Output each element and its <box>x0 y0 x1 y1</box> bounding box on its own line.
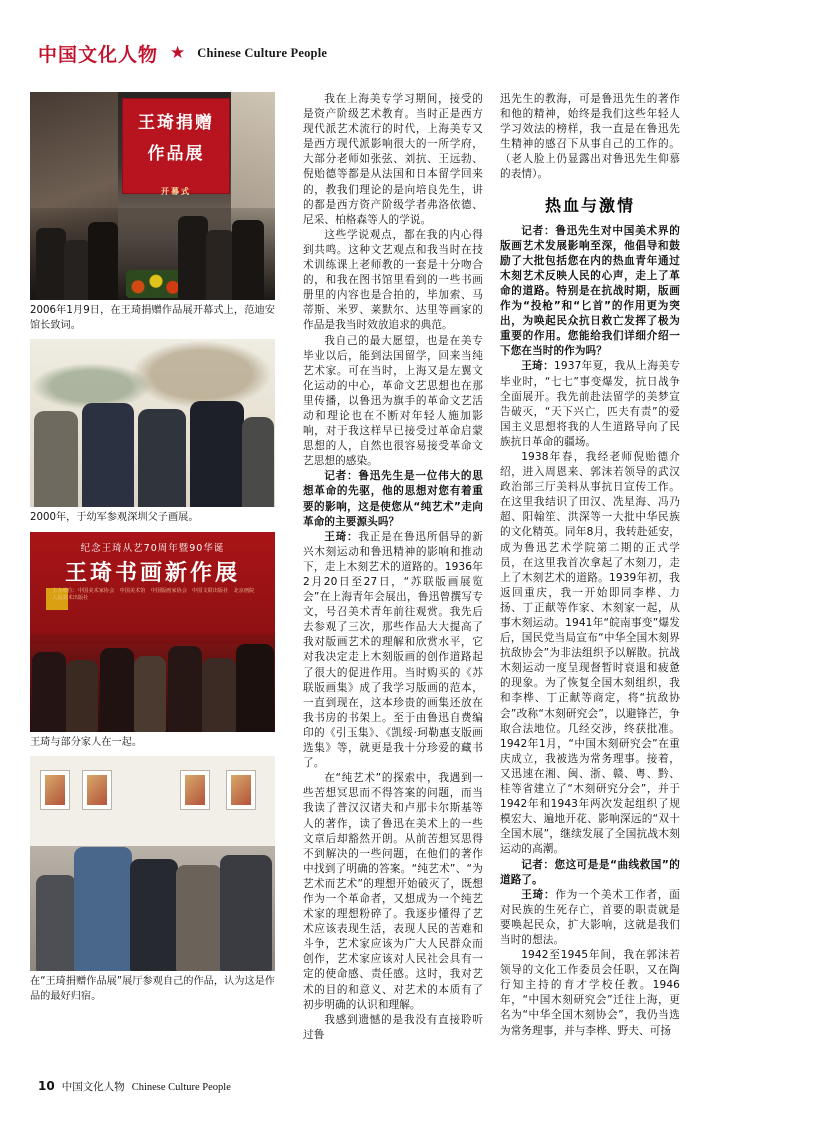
photo-caption-4: 在“王琦捐赠作品展”展厅参观自己的作品，认为这是作品的最好归宿。 <box>30 976 275 1002</box>
speaker-label: 王琦： <box>324 530 359 543</box>
figure <box>36 228 66 300</box>
answer-text: 作为一个美术工作者，面对民族的生死存亡，首要的职责就是要唤起民众，扩大影响，这就是我们当时的想法。 <box>500 888 680 946</box>
paragraph: 我感到遗憾的是我没有直接聆听过鲁 <box>303 1013 483 1041</box>
interview-answer <box>303 530 483 772</box>
figure <box>232 220 264 300</box>
text-column-2 <box>303 92 483 1043</box>
speaker-label: 记者： <box>521 858 555 871</box>
footer-name-cn: 中国文化人物 <box>61 1081 125 1093</box>
masthead <box>38 40 327 67</box>
photo-caption-1: 2006年1月9日，在王琦捐赠作品展开幕式上，范迪安馆长致词。 <box>30 305 275 331</box>
paragraph: 1938年春，我经老师倪贻德介绍，进入周恩来、郭沫若领导的武汉政治部三厅美料从事抗日宣传工作。在这里我结识了田汉、冼星海、冯乃超、阳翰笙、洪深等一大批中华民族的文化精英。同年8月，我转赴延安，成为鲁迅艺术学院第二期的正式学员，在这里我首次拿起了木刻刀，走上了木刻艺术的道路。1939年初，我返回重庆，我一开始即同李桦、力扬、丁正献等作家、木刻家一起，从事木刻运动。1941年“皖南事变”爆发后，国民党当局宣布“中华全国木刻界抗敌协会”为非法组织予以解散。抗战木刻运动一度呈现督暂时衰退和疲惫的现象。为了恢复全国木刻组织，我和李桦、丁正献等商定，将“抗敌协会”改称“木刻研究会”，以避锋芒，争取合法地位。几经交涉，终获批准。1942年1月，“中国木刻研究会”在重庆成立，我被选为常务理事。接着，又迅速在湘、闽、浙、赣、粤、黔、桂等省建立了“木刻研究分会”，并于1942年和1943年两次发起组织了规模宏大、遍地开花、影响深远的“双十全国木展”，继续发展了全国抗战木刻运动的高潮。 <box>500 450 680 856</box>
figure <box>88 222 118 300</box>
paragraph: 我在上海美专学习期间，接受的是资产阶级艺术教育。当时正是西方现代派艺术流行的时代，上海美专又是西方现代派影响很大的一所学府，大部分老师如张弦、刘抗、王远勃、倪贻德等都是从法国和日本留学回来的，教我们理论的是向培良先生，讲的都是西方资产阶级学者弗洛依德、尼采、柏格森等人的学说。 <box>303 93 483 226</box>
question-text: 鲁迅先生是一位伟大的思想革命的先驱，他的思想对您有着重要的影响，这是使您从“纯艺术”走向革命的主要源头吗？ <box>303 470 483 528</box>
speaker-label: 王琦： <box>521 888 556 901</box>
photo-exhibition-opening <box>30 92 275 300</box>
photo-caption-2: 2000年，于幼军参观深圳父子画展。 <box>30 512 199 523</box>
figure <box>168 646 202 732</box>
photo-block-3 <box>30 532 275 751</box>
figure <box>220 855 272 971</box>
figure <box>242 417 274 507</box>
figure <box>66 660 98 732</box>
figure <box>64 240 90 300</box>
masthead-logo-cn: 中国文化人物 <box>38 44 159 66</box>
page-footer <box>38 1079 231 1094</box>
banner-line-1: 王琦捐赠 <box>138 113 214 133</box>
interview-question <box>500 224 680 360</box>
figure <box>202 658 236 732</box>
photo-block-2 <box>30 339 275 526</box>
photo-gallery-visitors <box>30 756 275 971</box>
photo-calligraphy-exhibition <box>30 532 275 732</box>
banner-subtitle: 纪念王琦从艺70周年暨90华诞 <box>80 542 225 554</box>
paragraph: 这些学说观点，都在我的内心得到共鸣。这种文艺观点和我当时在技术训练课上老师教的一套是十分吻合的，和我在图书馆里看到的一些书画册里的内容也是合拍的，毕加索、马蒂斯、米罗、莱默尔、达里等画家的作品是我当时效放追求的典范。 <box>303 228 483 332</box>
photo-block-1 <box>30 92 275 333</box>
paragraph: 迅先生的教海，可是鲁迅先生的著作和他的精神，始终是我们这些年轻人学习效法的榜样，我一直是在鲁迅先生精神的感召下从事自己的工作的。（老人脸上仍显露出对鲁迅先生仰慕的表情）。 <box>500 93 680 181</box>
figure <box>130 859 178 971</box>
photo-block-4 <box>30 756 275 1004</box>
figure <box>36 875 76 971</box>
figure <box>178 216 208 300</box>
figure <box>190 401 244 507</box>
artwork-frame <box>180 770 210 810</box>
page-number: 10 <box>38 1079 55 1093</box>
speaker-label: 记者： <box>324 470 359 483</box>
paragraph: 1942至1945年间，我在郭沫若领导的文化工作委员会任职，又在陶行知主持的育才学校任教。1946年，“中国木刻研究会”迁往上海，更名为“中华全国木刻协会”，我仍当选为常务理事，并与李桦、野夫、可扬 <box>500 949 680 1037</box>
photo-column <box>30 92 275 1010</box>
exhibition-banner <box>122 98 230 194</box>
figure <box>32 652 66 732</box>
question-text: 鲁迅先生对中国美术界的版画艺术发展影响至深，他倡导和鼓励了大批包括您在内的热血青年通过木刻艺术反映人民的心声，走上了革命的道路。特别是在抗战时期，版画作为“投枪”和“匕首”的作用更为突出，为唤起民众抗日救亡发挥了极为重要的作用。您能给我们详细介绍一下您在当时的作为吗？ <box>500 224 680 358</box>
interview-question <box>500 858 680 888</box>
banner-title: 王琦书画新作展 <box>64 560 241 586</box>
question-text: 您这可是是“曲线救国”的道路了。 <box>500 858 680 886</box>
figure <box>134 656 166 732</box>
star-icon: ★ <box>170 43 186 63</box>
artwork-frame <box>226 770 256 810</box>
section-heading: 热血与激情 <box>544 195 635 215</box>
paragraph: 在“纯艺术”的探索中，我遇到一些苦想冥思而不得答案的问题，而当我读了普汉汉诸夫和卢那卡尔斯基等人的著作，读了鲁迅在美术上的一些文章后却豁然开朗。从前苦想冥思得不到解决的一些问题，在他们的著作中找到了明确的答案。“纯艺术”、“为艺术而艺术”的理想开始破灭了，既想作为一个革命者，又想成为一个纯艺术家的理想粉碎了。我逐步懂得了艺术应该表现生活，表现人民的苦难和斗争，艺术家应该为广大人民群众而创作，艺术家应该对人民社会具有一定的使命感、责任感。这时，我对艺术的目的和意义、对艺术的本质有了初步明确的认识和理解。 <box>303 772 483 1011</box>
interview-answer <box>500 888 680 948</box>
speaker-label: 王琦： <box>521 360 555 373</box>
text-column-3 <box>500 92 680 1039</box>
artwork-frame <box>82 770 112 810</box>
answer-text: 我正是在鲁迅所倡导的新兴木刻运动和鲁迅精神的影响和推动下，走上木刻艺术的道路的。1936年2月20日至27日，“苏联版画展览会”在上海青年会展出，鲁迅曾撰写专文，号召美术青年前往观赏。我先后去参观了三次，那些作品大大提高了我对版画艺术的理解和欣赏水平，它对我决定走上木刻版画的创作道路起了很大的促进作用。当时购买的《苏联版画集》成了我学习版画的范本，一直到现在，这本珍贵的画集还放在我书房的书架上。至于由鲁迅自费编印的《引玉集》、《凯绥·珂勒惠支版画选集》等，就更是我十分珍爱的藏书了。 <box>303 530 483 770</box>
figure <box>100 648 134 732</box>
photo-people <box>30 395 275 507</box>
figure <box>138 409 186 507</box>
banner-line-2: 作品展 <box>147 144 205 164</box>
paragraph: 我自己的最大愿望，也是在美专毕业以后，能到法国留学，回来当纯艺术家。可在当时，上海又是左翼文化运动的中心，革命文艺思想也在那里传播，以鲁迅为旗手的革命文艺活动和理论也在不断对年轻人施加影响，对于我这样早已接受过革命启蒙思想的人，自然也很容易接受革命文艺思想的感染。 <box>303 334 483 468</box>
figure <box>74 847 132 971</box>
photo-father-son-exhibition <box>30 339 275 507</box>
flower-arrangement <box>126 270 186 298</box>
interview-answer <box>500 359 680 450</box>
interview-question <box>303 469 483 529</box>
figure <box>176 865 222 971</box>
masthead-logo-en: Chinese Culture People <box>197 46 328 60</box>
banner-line-3: 开幕式 <box>161 187 191 196</box>
figure <box>206 230 234 300</box>
figure <box>34 411 78 507</box>
answer-text: 1937年夏，我从上海美专毕业时，“七七”事变爆发，抗日战争全面展开。我先前赴法留学的美梦宣告破灭，“天下兴亡，匹夫有责”的爱国主义思想将我的人生道路导向了民族抗日革命的疆场。 <box>500 360 680 448</box>
banner-detail-text: 主办单位：中国美术家协会 中国美术馆 中国版画家协会 中国文联出版社 北京画院 人民美术出版社 <box>52 587 260 601</box>
photo-caption-3: 王琦与部分家人在一起。 <box>30 736 143 748</box>
footer-name-en: Chinese Culture People <box>131 1082 231 1093</box>
figure <box>82 403 134 507</box>
figure <box>236 644 274 732</box>
speaker-label: 记者： <box>521 224 556 237</box>
artwork-frame <box>40 770 70 810</box>
